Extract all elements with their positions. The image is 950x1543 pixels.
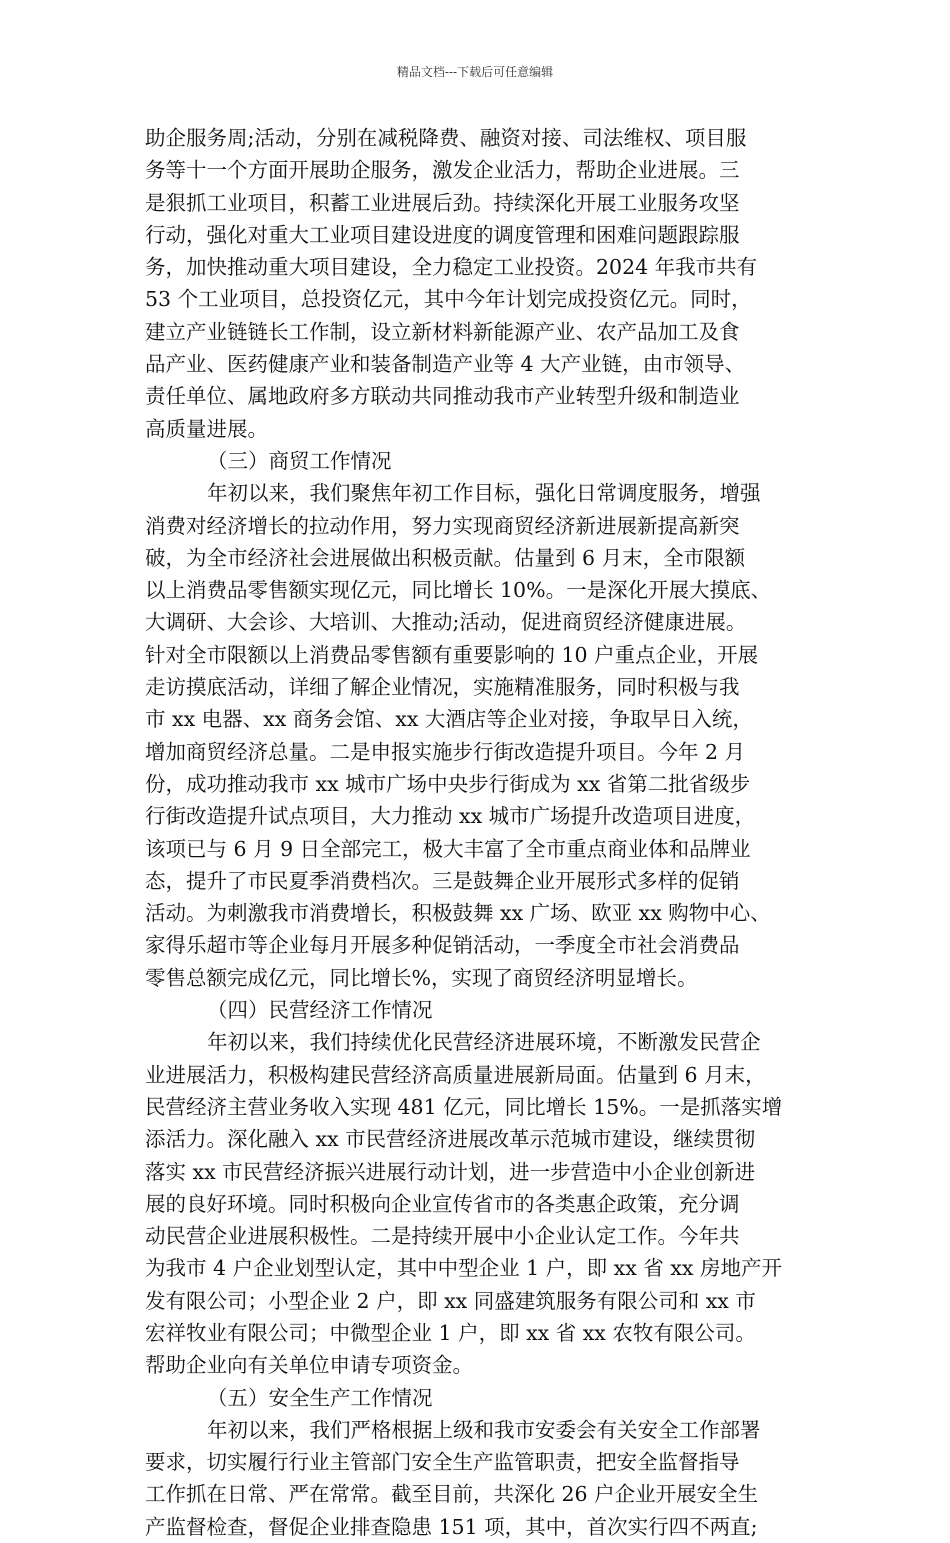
paragraph-line: 宏祥牧业有限公司；中微型企业 1 户，即 xx 省 xx 农牧有限公司。: [145, 1320, 756, 1345]
paragraph-line: 年初以来，我们严格根据上级和我市安委会有关安全工作部署: [207, 1417, 761, 1442]
paragraph-line: 消费对经济增长的拉动作用，努力实现商贸经济新进展新提高新突: [145, 513, 740, 538]
paragraph-line: 展的良好环境。同时积极向企业宣传省市的各类惠企政策，充分调: [145, 1191, 740, 1216]
paragraph-line: 工作抓在日常、严在常常。截至目前，共深化 26 户企业开展安全生: [145, 1482, 759, 1507]
paragraph-line: 市 xx 电器、xx 商务会馆、xx 大酒店等企业对接，争取早日入统，: [145, 707, 753, 732]
paragraph-line: 为我市 4 户企业划型认定，其中中型企业 1 户，即 xx 省 xx 房地产开: [145, 1256, 782, 1281]
paragraph-line: 发有限公司；小型企业 2 户，即 xx 同盛建筑服务有限公司和 xx 市: [145, 1288, 756, 1313]
paragraph-line: 家得乐超市等企业每月开展多种促销活动，一季度全市社会消费品: [145, 933, 740, 958]
paragraph-line: 务，加快推动重大项目建设，全力稳定工业投资。2024 年我市共有: [145, 255, 758, 280]
paragraph-line: 建立产业链链长工作制，设立新材料新能源产业、农产品加工及食: [145, 319, 740, 344]
paragraph-line: 零售总额完成亿元，同比增长%，实现了商贸经济明显增长。: [145, 965, 698, 990]
paragraph-line: 针对全市限额以上消费品零售额有重要影响的 10 户重点企业，开展: [145, 642, 759, 667]
paragraph-line: 态，提升了市民夏季消费档次。三是鼓舞企业开展形式多样的促销: [145, 868, 740, 893]
paragraph-line: 产监督检查，督促企业排查隐患 151 项，其中，首次实行四不两直;: [145, 1514, 758, 1539]
paragraph-line: 动民营企业进展积极性。二是持续开展中小企业认定工作。今年共: [145, 1224, 740, 1249]
paragraph-line: 年初以来，我们聚焦年初工作目标，强化日常调度服务，增强: [207, 481, 761, 506]
paragraph-line: 大调研、大会诊、大培训、大推动;活动，促进商贸经济健康进展。: [145, 610, 747, 635]
paragraph-line: 帮助企业向有关单位申请专项资金。: [145, 1353, 473, 1378]
paragraph-line: 要求，切实履行行业主管部门安全生产监管职责，把安全监督指导: [145, 1450, 740, 1475]
paragraph-line: 行动，强化对重大工业项目建设进度的调度管理和困难问题跟踪服: [145, 222, 740, 247]
paragraph-line: 业进展活力，积极构建民营经济高质量进展新局面。估量到 6 月末，: [145, 1062, 766, 1087]
paragraph-line: 行街改造提升试点项目，大力推动 xx 城市广场提升改造项目进度，: [145, 804, 756, 829]
section-heading: （四）民营经济工作情况: [207, 998, 433, 1023]
document-body: [145, 122, 825, 1543]
paragraph-line: 助企服务周;活动，分别在减税降费、融资对接、司法维权、项目服: [145, 126, 747, 150]
section-heading: （五）安全生产工作情况: [207, 1385, 433, 1410]
paragraph-line: 年初以来，我们持续优化民营经济进展环境，不断激发民营企: [207, 1030, 761, 1055]
paragraph-line: 落实 xx 市民营经济振兴进展行动计划，进一步营造中小企业创新进: [145, 1159, 756, 1184]
paragraph-line: 走访摸底活动，详细了解企业情况，实施精准服务，同时积极与我: [145, 675, 740, 700]
paragraph-line: 活动。为刺激我市消费增长，积极鼓舞 xx 广场、欧亚 xx 购物中心、: [145, 901, 771, 926]
paragraph-line: 是狠抓工业项目，积蓄工业进展后劲。持续深化开展工业服务攻坚: [145, 190, 740, 215]
paragraph-line: 53 个工业项目，总投资亿元，其中今年计划完成投资亿元。同时，: [145, 287, 752, 312]
section-heading: （三）商贸工作情况: [207, 448, 392, 473]
paragraph-line: 增加商贸经济总量。二是申报实施步行街改造提升项目。今年 2 月: [145, 739, 746, 764]
paragraph-line: 高质量进展。: [145, 416, 268, 441]
paragraph-line: 破，为全市经济社会进展做出积极贡献。估量到 6 月末，全市限额: [145, 545, 746, 570]
paragraph-line: 份，成功推动我市 xx 城市广场中央步行街成为 xx 省第二批省级步: [145, 771, 751, 796]
paragraph-line: 以上消费品零售额实现亿元，同比增长 10%。一是深化开展大摸底、: [145, 578, 772, 603]
paragraph-line: 民营经济主营业务收入实现 481 亿元，同比增长 15%。一是抓落实增: [145, 1094, 783, 1119]
paragraph-line: 责任单位、属地政府多方联动共同推动我市产业转型升级和制造业: [145, 384, 740, 409]
paragraph-line: 务等十一个方面开展助企服务，激发企业活力，帮助企业进展。三: [145, 158, 740, 183]
paragraph-line: 品产业、医药健康产业和装备制造产业等 4 大产业链，由市领导、: [145, 352, 746, 377]
paragraph-line: 添活力。深化融入 xx 市民营经济进展改革示范城市建设，继续贯彻: [145, 1127, 756, 1152]
paragraph-line: 该项已与 6 月 9 日全部完工，极大丰富了全市重点商业体和品牌业: [145, 836, 751, 861]
page-header: 精品文档---下载后可任意编辑: [396, 65, 554, 79]
